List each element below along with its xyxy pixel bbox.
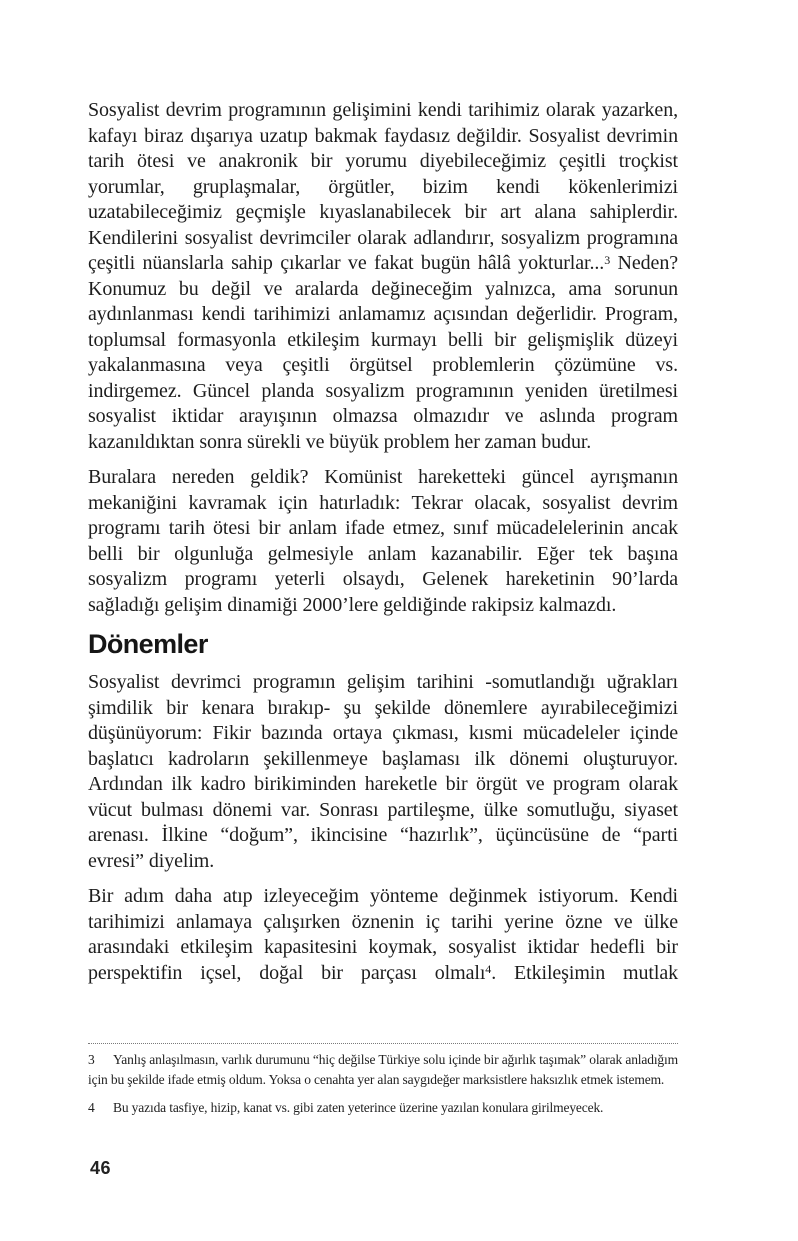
- footnote-ref-3: 3: [604, 252, 611, 267]
- paragraph-4-text: Bir adım daha atıp izleyeceğim yönteme değinmek istiyorum. Kendi tarihimizi anlamaya çalışırken öznenin iç tarihi yerine özne ve ülke arasındaki etkileşim kapasitesini koymak, sosyalist iktidar hedefli bir perspektifin içsel, doğal bir parçası olmalı: [88, 885, 678, 984]
- footnote-3: [88, 1050, 678, 1090]
- paragraph-2: Buralara nereden geldik? Komünist hareketteki güncel ayrışmanın mekaniğini kavramak için hatırladık: Tekrar olacak, sosyalist devrim programı tarih ötesi bir anlam ifade etmez, sınıf mücadelelerinin ancak belli bir olgunluğa gelmesiyle anlam kazanabilir. Eğer tek başına sosyalizm programı yeterli olsaydı, Gelenek hareketinin 90’larda sağladığı gelişim dinamiği 2000’lere geldiğinde rakipsiz kalmazdı.: [88, 466, 678, 616]
- paragraph-1-text: Sosyalist devrim programının gelişimini kendi tarihimiz olarak yazarken, kafayı biraz dışarıya uzatıp bakmak faydasız değildir. Sosyalist devrimin tarih ötesi ve anakronik bir yorumu diyebileceğimiz çeşitli troçkist yorumlar, gruplaşmalar, örgütler, bizim kendi kökenlerimizi uzatabileceğimiz geçmişle kıyaslanabilecek bir art alana sahiplerdir. Kendilerini sosyalist devrimciler olarak adlandırır, sosyalizm programına çeşitli nüanslarla sahip çıkarlar ve fakat bugün hâlâ yokturlar...: [88, 99, 678, 274]
- paragraph-4-text-cont: . Etkileşimin mutlak: [491, 961, 678, 984]
- footnote-3-text: Yanlış anlaşılmasın, varlık durumunu “hiç değilse Türkiye solu içinde bir ağırlık taşımak” olarak anladığım için bu şekilde ifade etmiş oldum. Yoksa o cenahta yer alan saygıdeğer marksistlere haksızlık etmek istemem.: [88, 1052, 678, 1087]
- footnote-ref-4: 4: [485, 962, 492, 977]
- paragraph-4: [88, 884, 678, 986]
- footnote-4: [88, 1098, 678, 1118]
- paragraph-1: [88, 98, 678, 455]
- page-number: 46: [90, 1158, 112, 1178]
- paragraph-1-text-cont: Neden? Konumuz bu değil ve aralarda değineceğim yalnızca, ama sorunun aydınlanması kendi tarihimizi anlamamız açısından değerlidir. Program, toplumsal formasyonla etkileşim kurmayı belli bir gelişmişlik düzeyi yakalanmasına veya çeşitli örgütsel problemlerin çözümüne vs. indirgemez. Güncel planda sosyalizm programının yeniden üretilmesi sosyalist iktidar arayışının olmazsa olmazıdır ve aslında program kazanıldıktan sonra sürekli ve büyük problem her zaman budur.: [88, 252, 679, 453]
- footnotes-section: [88, 1043, 678, 1126]
- footnote-4-number: 4: [88, 1100, 95, 1115]
- page-body: [88, 98, 678, 986]
- paragraph-3: Sosyalist devrimci programın gelişim tarihini -somutlandığı uğrakları şimdilik bir kenara bırakıp- şu şekilde dönemlere ayırabileceğimizi düşünüyorum: Fikir bazında ortaya çıkması, kısmi mücadeleler içinde başlatıcı kadroların şekillenmeye başlaması ilk dönemi oluşturuyor. Ardından ilk kadro birikiminden hareketle bir örgüt ve program olarak vücut bulması dönemi var. Sonrası partileşme, ülke somutluğu, siyaset arenası. İlkine “doğum”, ikincisine “hazırlık”, üçüncüsüne de “parti evresi” diyelim.: [88, 671, 678, 872]
- footnote-3-number: 3: [88, 1052, 95, 1067]
- footnote-4-text: Bu yazıda tasfiye, hizip, kanat vs. gibi zaten yeterince üzerine yazılan konulara girilmeyecek.: [113, 1100, 604, 1115]
- section-heading: Dönemler: [88, 629, 208, 659]
